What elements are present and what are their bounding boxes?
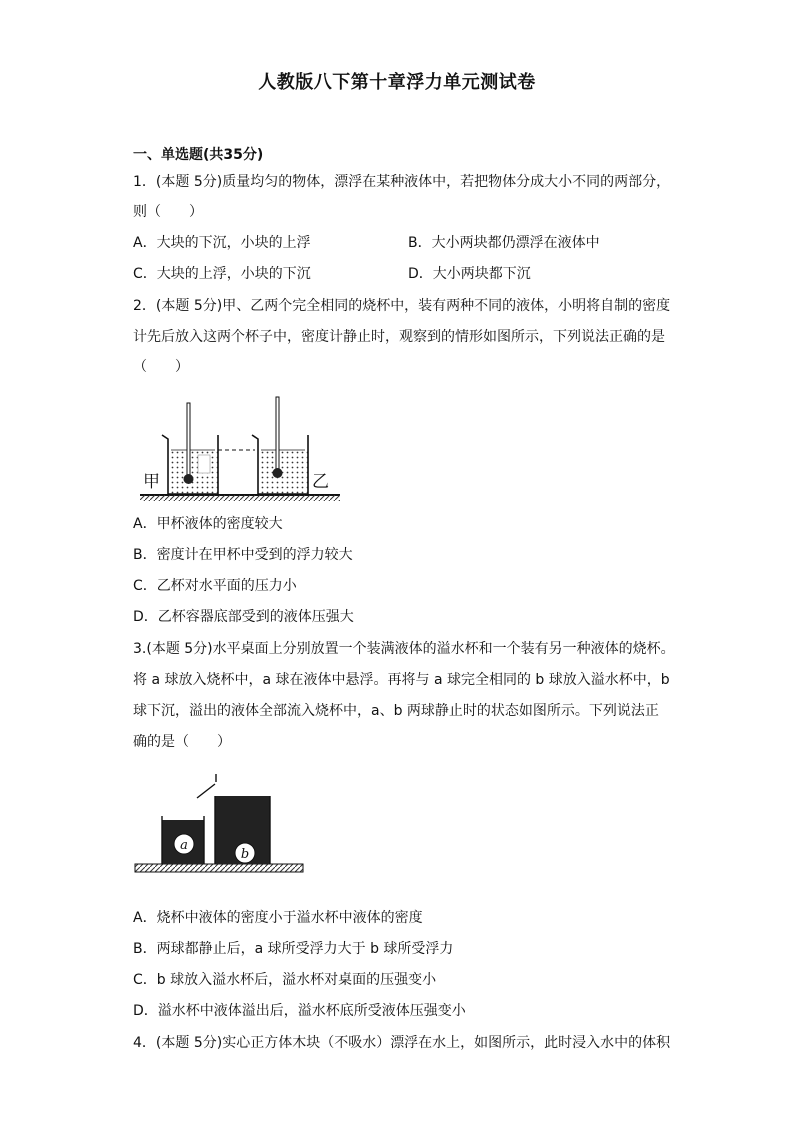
q2-stem-line3: （ ） — [133, 359, 189, 375]
q2-option-c: C．乙杯对水平面的压力小 — [133, 578, 297, 594]
q2-option-d: D．乙杯容器底部受到的液体压强大 — [133, 609, 354, 625]
q1-option-d: D．大小两块都下沉 — [408, 266, 531, 282]
q2-figure-hydrometers — [140, 395, 340, 505]
q1-option-a: A．大块的下沉，小块的上浮 — [133, 235, 311, 251]
q3-option-b: B．两球都静止后，a 球所受浮力大于 b 球所受浮力 — [133, 941, 454, 957]
q3-option-a: A．烧杯中液体的密度小于溢水杯中液体的密度 — [133, 910, 423, 926]
q3-stem-line1: 3.(本题 5分)水平桌面上分别放置一个装满液体的溢水杯和一个装有另一种液体的烧杯。 — [133, 641, 675, 657]
q2-option-b: B．密度计在甲杯中受到的浮力较大 — [133, 547, 353, 563]
label-jia: 甲 — [143, 472, 160, 492]
ball-b-label: b — [240, 847, 250, 862]
q2-stem-line1: 2．(本题 5分)甲、乙两个完全相同的烧杯中，装有两种不同的液体，小明将自制的密度 — [133, 298, 671, 314]
q4-stem-line1: 4．(本题 5分)实心正方体木块（不吸水）漂浮在水上，如图所示，此时浸入水中的体积 — [133, 1035, 671, 1051]
section-heading: 一、单选题(共35分) — [133, 147, 264, 163]
q3-option-d: D．溢水杯中液体溢出后，溢水杯底所受液体压强变小 — [133, 1003, 466, 1019]
q1-stem-line2: 则（ ） — [133, 204, 203, 220]
q1-stem-line1: 1．(本题 5分)质量均匀的物体，漂浮在某种液体中，若把物体分成大小不同的两部分， — [133, 174, 671, 190]
q1-option-c: C．大块的上浮，小块的下沉 — [133, 266, 311, 282]
q2-option-a: A．甲杯液体的密度较大 — [133, 516, 283, 532]
ball-a-label: a — [180, 838, 188, 853]
q3-stem-line4: 确的是（ ） — [133, 734, 231, 750]
q3-option-c: C．b 球放入溢水杯后，溢水杯对桌面的压强变小 — [133, 972, 437, 988]
q3-stem-line2: 将 a 球放入烧杯中，a 球在液体中悬浮。再将与 a 球完全相同的 b 球放入溢水杯中，b — [133, 672, 670, 688]
q1-option-b: B．大小两块都仍漂浮在液体中 — [408, 235, 600, 251]
q3-figure-cups — [135, 772, 305, 882]
label-yi: 乙 — [312, 472, 329, 492]
q3-stem-line3: 球下沉，溢出的液体全部流入烧杯中，a、b 两球静止时的状态如图所示。下列说法正 — [133, 703, 659, 719]
page-title: 人教版八下第十章浮力单元测试卷 — [258, 72, 536, 93]
beaker-yi — [252, 435, 308, 494]
q2-stem-line2: 计先后放入这两个杯子中，密度计静止时，观察到的情形如图所示，下列说法正确的是 — [133, 329, 665, 345]
overflow-cup-with-ball-b — [197, 774, 270, 864]
beaker-with-ball-a — [162, 816, 204, 864]
